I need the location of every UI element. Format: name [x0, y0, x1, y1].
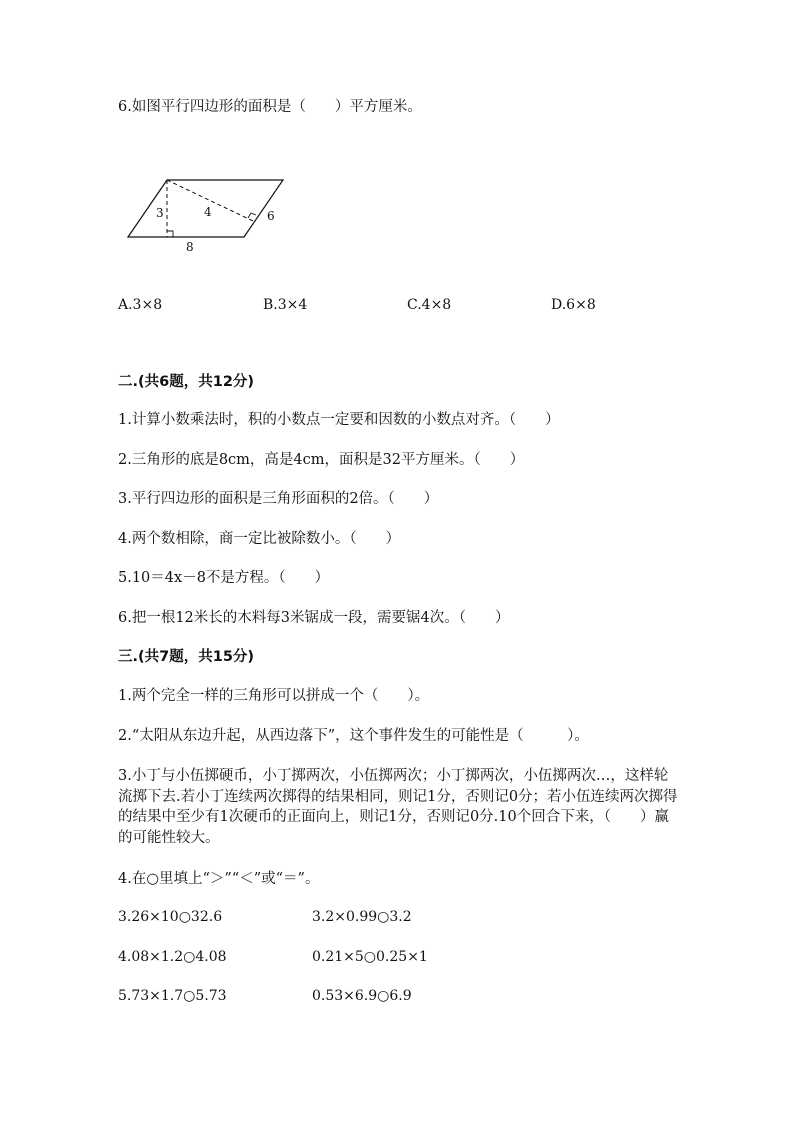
section-2-item-5: 5.10＝4x－8不是方程。（ ） [118, 570, 330, 586]
right-angle-mark-side [248, 213, 256, 218]
label-inner-segment: 4 [204, 205, 212, 219]
label-base: 8 [186, 240, 194, 254]
section-2-item-2: 2.三角形的底是8cm，高是4cm，面积是32平方厘米。（ ） [118, 452, 525, 468]
section-3-item-1: 1.两个完全一样的三角形可以拼成一个（ ）。 [118, 688, 430, 704]
right-angle-mark-bottom [167, 231, 173, 237]
comparison-2-right: 0.21×5○0.25×1 [312, 949, 428, 965]
option-a: A.3×8 [118, 297, 163, 313]
section-3-item-3: 3.小丁与小伍掷硬币，小丁掷两次，小伍掷两次；小丁掷两次，小伍掷两次…，这样轮流掷下去.若小丁连续两次掷得的结果相同，则记1分，否则记0分；若小伍连续两次掷得的结果中至少有1次硬币的正面向上，则记1分，否则记0分.10个回合下来，（ ）赢的可能性较大。 [118, 768, 678, 846]
section-2-header: 二.(共6题，共12分) [118, 374, 255, 390]
section-2-item-3: 3.平行四边形的面积是三角形面积的2倍。（ ） [118, 491, 439, 507]
comparison-3-right: 0.53×6.9○6.9 [312, 988, 412, 1004]
section-3-header: 三.(共7题，共15分) [118, 649, 255, 665]
label-side: 6 [267, 209, 275, 223]
question-6: 6.如图平行四边形的面积是（ ）平方厘米。 [118, 99, 422, 115]
section-2-item-6: 6.把一根12米长的木料每3米锯成一段，需要锯4次。（ ） [118, 610, 510, 626]
section-3-item-4: 4.在○里填上“＞”“＜”或“＝”。 [118, 871, 320, 887]
comparison-2-left: 4.08×1.2○4.08 [118, 949, 227, 965]
section-3-item-2: 2.“太阳从东边升起，从西边落下”，这个事件发生的可能性是（ ）。 [118, 728, 589, 744]
option-b: B.3×4 [263, 297, 308, 313]
comparison-1-right: 3.2×0.99○3.2 [312, 909, 412, 925]
option-d: D.6×8 [551, 297, 596, 313]
section-2-item-4: 4.两个数相除，商一定比被除数小。（ ） [118, 531, 401, 547]
comparison-3-left: 5.73×1.7○5.73 [118, 988, 227, 1004]
option-c: C.4×8 [407, 297, 452, 313]
parallelogram-figure [120, 170, 295, 260]
comparison-1-left: 3.26×10○32.6 [118, 909, 223, 925]
section-2-item-1: 1.计算小数乘法时，积的小数点一定要和因数的小数点对齐。（ ） [118, 412, 560, 428]
label-height: 3 [156, 206, 164, 220]
